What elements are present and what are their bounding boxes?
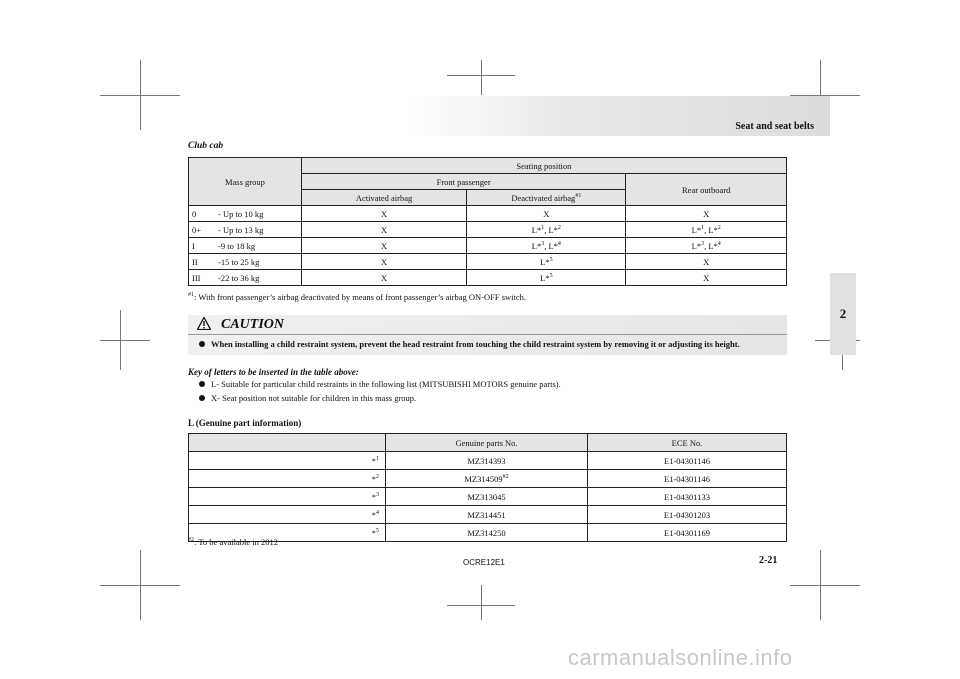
ece-number-cell: E1-04301203 <box>588 506 787 524</box>
part-key-cell <box>189 506 386 524</box>
part-key: * <box>371 491 376 502</box>
header-seating-position: Seating position <box>301 158 786 174</box>
cell-text: L* <box>540 272 550 283</box>
deactivated-airbag-cell <box>467 222 626 238</box>
part-key-sup: 2 <box>376 473 379 480</box>
mass-group-range: - Up to 10 kg <box>218 208 264 219</box>
cell-text: X <box>703 272 710 283</box>
part-number: MZ313045 <box>467 491 506 502</box>
table-row <box>189 488 787 506</box>
part-key: * <box>371 455 376 466</box>
mass-group-cell <box>189 254 302 270</box>
mass-group-code: II <box>192 256 198 267</box>
key-title: Key of letters to be inserted in the table above: <box>188 367 359 377</box>
cell-text: L* <box>531 240 542 251</box>
part-number-cell <box>386 524 588 542</box>
club-cab-label: Club cab <box>188 141 224 151</box>
ece-number-cell: E1-04301133 <box>588 488 787 506</box>
mass-group-code: 0+ <box>192 224 202 235</box>
header-front-passenger: Front passenger <box>301 174 626 190</box>
document-code: OCRE12E1 <box>463 558 505 567</box>
deactivated-airbag-cell <box>467 254 626 270</box>
caution-title: CAUTION <box>221 317 285 332</box>
part-number-cell <box>386 452 588 470</box>
rear-outboard-cell <box>626 206 787 222</box>
part-number-cell <box>386 470 588 488</box>
deactivated-airbag-cell <box>467 238 626 254</box>
mass-group-code: 0 <box>192 208 197 219</box>
mass-group-range: -22 to 36 kg <box>218 272 260 283</box>
activated-airbag-cell: X <box>301 206 466 222</box>
activated-airbag-cell: X <box>301 254 466 270</box>
header-activated-airbag: Activated airbag <box>301 190 466 206</box>
ece-number-cell: E1-04301169 <box>588 524 787 542</box>
header-deactivated-airbag <box>467 190 626 206</box>
part-number: MZ314451 <box>467 509 506 520</box>
part-key-sup: 4 <box>376 509 379 516</box>
parts-header-key <box>189 434 386 452</box>
cell-sup: 3 <box>701 240 705 247</box>
bullet-icon <box>199 341 205 347</box>
key-item-text: L- Suitable for particular child restraints in the following list (MITSUBISHI MOTORS genuine parts). <box>211 379 561 389</box>
footnote-2-text: : To be available in 2012 <box>194 537 278 547</box>
part-number: MZ314393 <box>467 455 506 466</box>
mass-group-cell <box>189 238 302 254</box>
genuine-parts-table <box>188 433 787 542</box>
cell-text: L* <box>540 256 550 267</box>
mass-group-range: - Up to 13 kg <box>218 224 264 235</box>
cell-sup: 5 <box>549 272 553 279</box>
watermark: carmanualsonline.info <box>568 645 793 670</box>
cell-sup: 5 <box>549 256 553 263</box>
part-number-sup: #2 <box>502 473 509 480</box>
cell-text: L* <box>691 240 702 251</box>
part-key-cell <box>189 488 386 506</box>
part-key: * <box>371 527 376 538</box>
caution-text <box>199 339 740 349</box>
cell-text: X <box>703 208 710 219</box>
part-key-cell <box>189 452 386 470</box>
mass-group-code: III <box>192 272 201 283</box>
part-number: MZ314509 <box>464 473 503 484</box>
footnote-2-sup: #2 <box>188 537 194 544</box>
part-key-sup: 1 <box>376 455 379 462</box>
rear-outboard-cell <box>626 222 787 238</box>
header-deactivated-text: Deactivated airbag <box>511 192 576 203</box>
key-item-l <box>199 379 561 389</box>
cell-sup: 2 <box>717 224 721 231</box>
part-number-cell <box>386 488 588 506</box>
caution-text-body: When installing a child restraint system, prevent the head restraint from touching the child restraint system by removing it or adjusting its height. <box>211 339 740 349</box>
part-key-sup: 5 <box>376 527 379 534</box>
footnote-1-sup: #1 <box>188 292 194 299</box>
header-rear-outboard: Rear outboard <box>626 174 787 206</box>
footnote-1 <box>188 292 526 302</box>
table-row <box>189 222 787 238</box>
mass-group-range: -9 to 18 kg <box>218 240 256 251</box>
table-row <box>189 270 787 286</box>
header-mass-group: Mass group <box>189 158 302 206</box>
rear-outboard-cell <box>626 270 787 286</box>
cell-text: , L* <box>704 240 718 251</box>
activated-airbag-cell: X <box>301 238 466 254</box>
mass-group-code: I <box>192 240 195 251</box>
table-row <box>189 238 787 254</box>
footnote-1-text: : With front passenger’s airbag deactivated by means of front passenger’s airbag ON-OFF switch. <box>194 292 527 302</box>
cell-sup: 4 <box>717 240 721 247</box>
table-row <box>189 506 787 524</box>
genuine-part-info-title: L (Genuine part information) <box>188 418 302 428</box>
section-title: Seat and seat belts <box>735 121 814 132</box>
deactivated-airbag-cell <box>467 206 626 222</box>
bullet-icon <box>199 381 205 387</box>
key-item-text: X- Seat position not suitable for children in this mass group. <box>211 393 417 403</box>
part-number: MZ314250 <box>467 527 506 538</box>
cell-text: L* <box>691 224 702 235</box>
table-row <box>189 206 787 222</box>
cell-sup: 4 <box>557 240 561 247</box>
cell-sup: 3 <box>541 240 545 247</box>
ece-number-cell: E1-04301146 <box>588 452 787 470</box>
table-row <box>189 524 787 542</box>
cell-text: X <box>703 256 710 267</box>
cell-text: , L* <box>544 240 558 251</box>
part-key: * <box>371 509 376 520</box>
mass-group-cell <box>189 222 302 238</box>
part-key-cell <box>189 470 386 488</box>
cell-text: X <box>543 208 550 219</box>
cell-sup: 2 <box>557 224 561 231</box>
activated-airbag-cell: X <box>301 270 466 286</box>
cell-text: , L* <box>704 224 718 235</box>
cell-sup: 1 <box>701 224 705 231</box>
chapter-tab-number: 2 <box>839 306 847 321</box>
rear-outboard-cell <box>626 238 787 254</box>
key-item-x <box>199 393 416 403</box>
part-key: * <box>371 473 376 484</box>
table-row <box>189 254 787 270</box>
rear-outboard-cell <box>626 254 787 270</box>
parts-header-ece-no: ECE No. <box>588 434 787 452</box>
cell-sup: 1 <box>541 224 545 231</box>
seating-position-table <box>188 157 787 286</box>
table-row <box>189 452 787 470</box>
bullet-icon <box>199 395 205 401</box>
warning-triangle-icon <box>197 317 211 330</box>
cell-text: L* <box>531 224 542 235</box>
chapter-tab <box>830 273 856 355</box>
deactivated-airbag-cell <box>467 270 626 286</box>
mass-group-cell <box>189 270 302 286</box>
table-row <box>189 470 787 488</box>
mass-group-range: -15 to 25 kg <box>218 256 260 267</box>
activated-airbag-cell: X <box>301 222 466 238</box>
page-number: 2-21 <box>759 555 778 566</box>
part-number-cell <box>386 506 588 524</box>
part-key-sup: 3 <box>376 491 379 498</box>
ece-number-cell: E1-04301146 <box>588 470 787 488</box>
cell-text: , L* <box>544 224 558 235</box>
parts-header-part-no: Genuine parts No. <box>386 434 588 452</box>
mass-group-cell <box>189 206 302 222</box>
header-deactivated-sup: #1 <box>575 192 582 199</box>
footnote-2 <box>188 537 278 547</box>
